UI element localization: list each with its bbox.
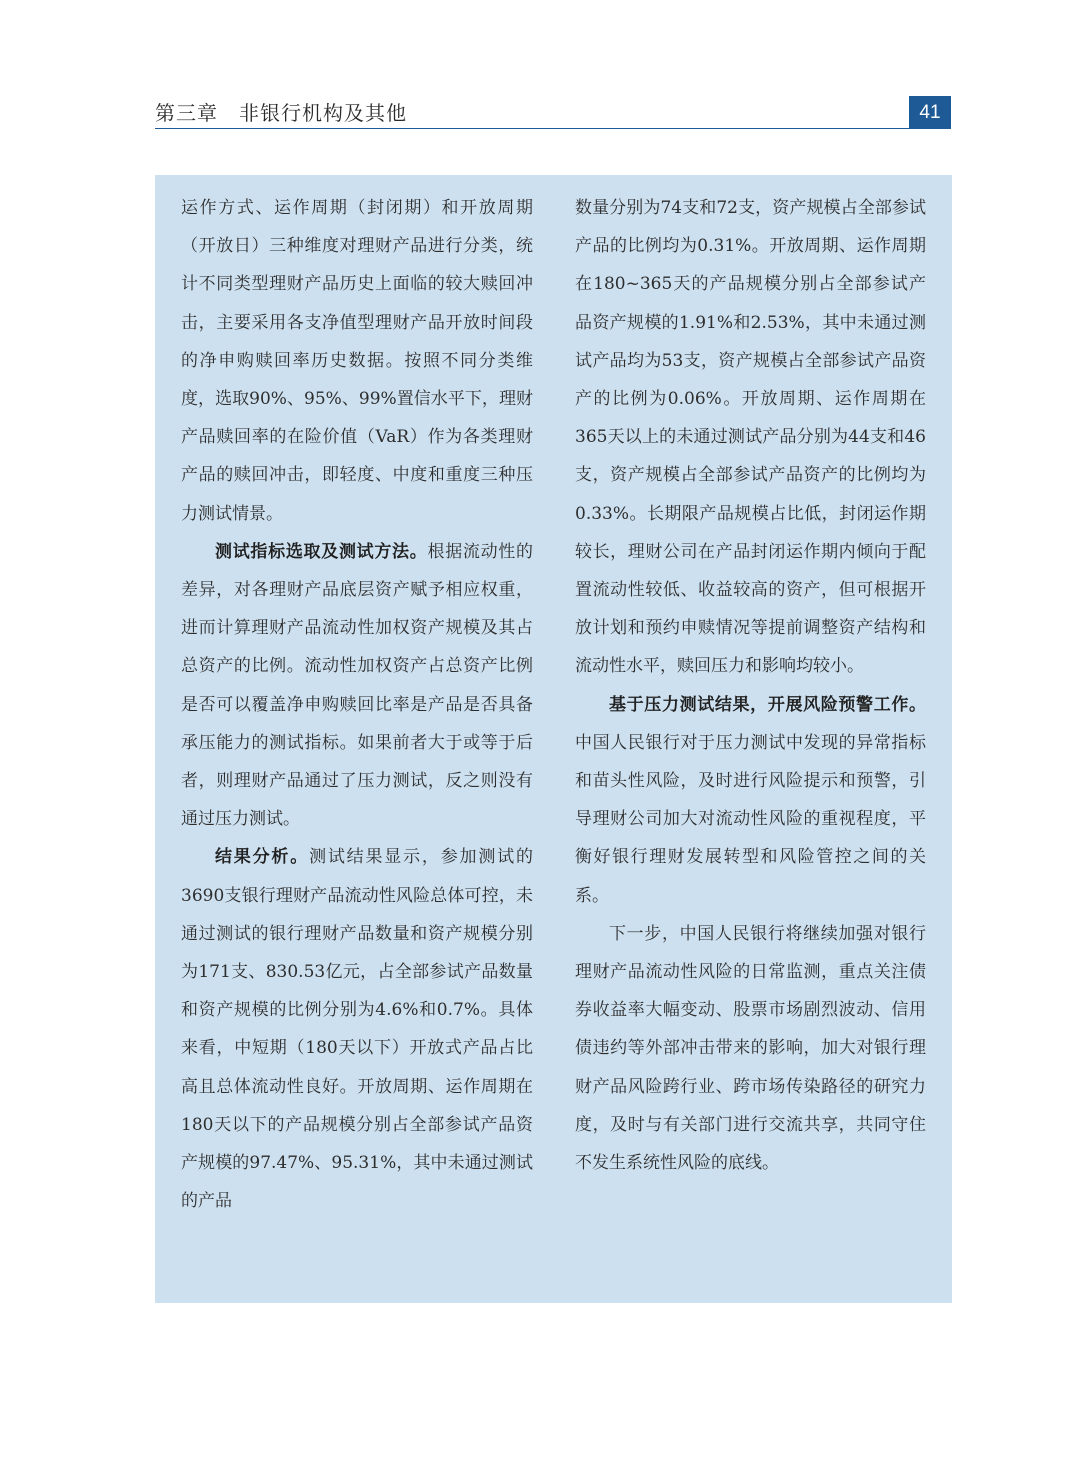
page-number-badge: 41 (909, 96, 951, 129)
paragraph-lead: 结果分析。 (215, 847, 310, 868)
paragraph-lead: 测试指标选取及测试方法。 (215, 541, 428, 562)
left-column (181, 189, 533, 1220)
paragraph-test-method (181, 533, 533, 839)
header-divider (155, 128, 909, 129)
right-column (575, 189, 926, 1182)
paragraph-risk-warning (575, 686, 926, 915)
paragraph-text: 根据流动性的差异，对各理财产品底层资产赋予相应权重，进而计算理财产品流动性加权资产规模及其占总资产的比例。流动性加权资产占总资产比例是否可以覆盖净申购赎回比率是产品是否具备承压能力的测试指标。如果前者大于或等于后者，则理财产品通过了压力测试，反之则没有通过压力测试。 (181, 541, 534, 830)
paragraph-text: 下一步，中国人民银行将继续加强对银行理财产品流动性风险的日常监测，重点关注债券收益率大幅变动、股票市场剧烈波动、信用债违约等外部冲击带来的影响，加大对银行理财产品风险跨行业、跨市场传染路径的研究力度，及时与有关部门进行交流共享，共同守住不发生系统性风险的底线。 (575, 923, 926, 1174)
paragraph-continued (181, 189, 533, 533)
chapter-title: 第三章 非银行机构及其他 (155, 101, 407, 125)
paragraph-text: 测试结果显示，参加测试的3690支银行理财产品流动性风险总体可控，未通过测试的银行理财产品数量和资产规模分别为171支、830.53亿元，占全部参试产品数量和资产规模的比例分别为4.6%和0.7%。具体来看，中短期（180天以下）开放式产品占比高且总体流动性良好。开放周期、运作周期在180天以下的产品规模分别占全部参试产品资产规模的97.47%、95.31%，其中未通过测试的产品 (181, 847, 533, 1212)
paragraph-results (181, 838, 533, 1220)
paragraph-text: 中国人民银行对于压力测试中发现的异常指标和苗头性风险，及时进行风险提示和预警，引导理财公司加大对流动性风险的重视程度，平衡好银行理财发展转型和风险管控之间的关系。 (575, 732, 926, 906)
paragraph-text: 运作方式、运作周期（封闭期）和开放周期（开放日）三种维度对理财产品进行分类，统计不同类型理财产品历史上面临的较大赎回冲击，主要采用各支净值型理财产品开放时间段的净申购赎回率历史数据。按照不同分类维度，选取90%、95%、99%置信水平下，理财产品赎回率的在险价值（VaR）作为各类理财产品的赎回冲击，即轻度、中度和重度三种压力测试情景。 (181, 198, 533, 524)
paragraph-continued (575, 189, 926, 686)
paragraph-lead: 基于压力测试结果，开展风险预警工作。 (609, 694, 926, 715)
paragraph-next-step (575, 915, 926, 1182)
paragraph-text: 数量分别为74支和72支，资产规模占全部参试产品的比例均为0.31%。开放周期、运作周期在180~365天的产品规模分别占全部参试产品资产规模的1.91%和2.53%，其中未通过测试产品均为53支，资产规模占全部参试产品资产的比例为0.06%。开放周期、运作周期在365天以上的未通过测试产品分别为44支和46支，资产规模占全部参试产品资产的比例均为0.33%。长期限产品规模占比低，封闭运作期较长，理财公司在产品封闭运作期内倾向于配置流动性较低、收益较高的资产，但可根据开放计划和预约申赎情况等提前调整资产结构和流动性水平，赎回压力和影响均较小。 (575, 198, 926, 677)
